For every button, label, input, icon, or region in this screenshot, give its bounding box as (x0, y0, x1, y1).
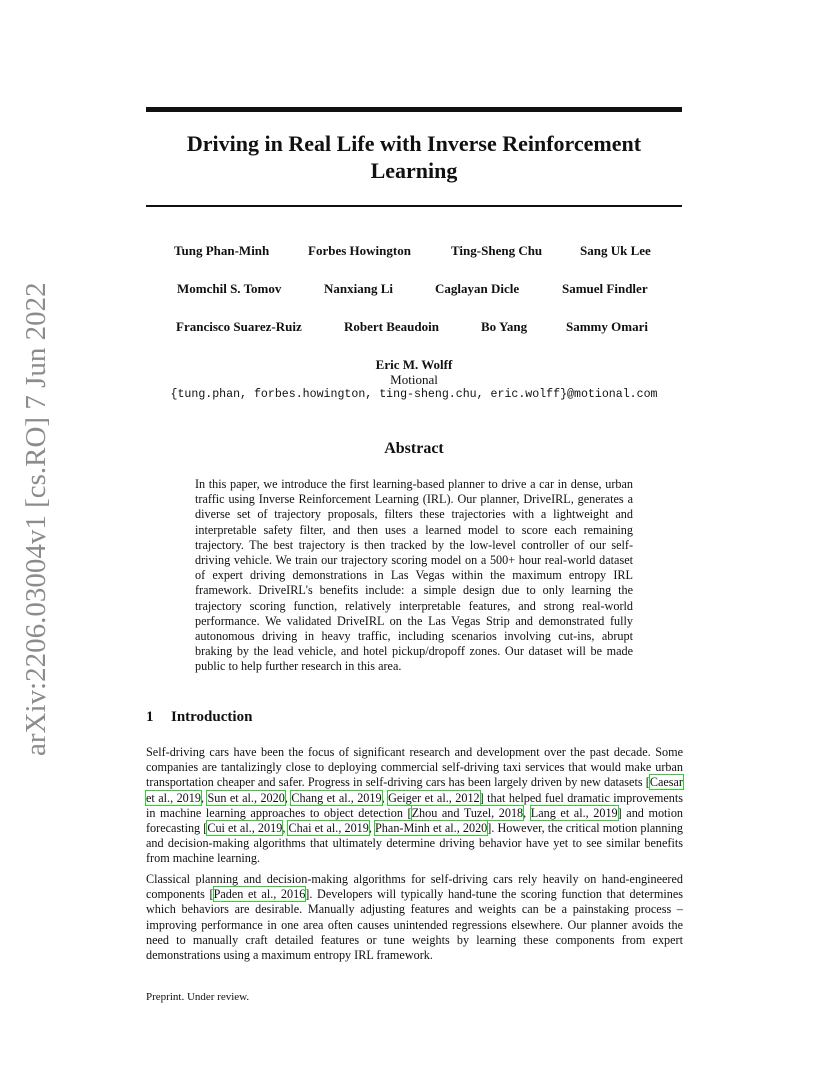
paragraph-text: ]. Developers will typically hand-tune the scoring function that determines which behaviors are desirable. Manually adjusting features and weights can be a painstaking process – improving performance in one area often causes unintended regressions elsewhere. Our planner avoids the need to manually craft detailed features or tune weights by learning these components from expert demonstrations using a maximum entropy IRL framework. (146, 887, 683, 963)
intro-paragraph-1: Self-driving cars have been the focus of significant research and development over the past decade. Some companies are tantalizingly close to deploying commercial self-driving taxi services that would make urban transportation cheaper and safer. Progress in self-driving cars has been largely driven by new datasets [Caesar et al., 2019, Sun et al., 2020, Chang et al., 2019, Geiger et al., 2012] that helped fuel dramatic improvements in machine learning approaches to object detection [Zhou and Tuzel, 2018, Lang et al., 2019] and motion forecasting [Cui et al., 2019, Chai et al., 2019, Phan-Minh et al., 2020]. However, the critical motion planning and decision-making algorithms that ultimately determine driving behavior have yet to see similar benefits from machine learning. (146, 745, 684, 866)
author-name: Robert Beaudoin (344, 319, 439, 334)
abstract-heading: Abstract (384, 440, 444, 457)
citation-link[interactable]: Lang et al., 2019 (530, 805, 618, 820)
section-title: Introduction (171, 709, 253, 725)
paragraph-text: Classical planning and decision-making algorithms for self-driving cars rely heavily on hand-engineered components [ (146, 872, 683, 902)
author-name: Ting-Sheng Chu (451, 243, 543, 258)
author-name: Forbes Howington (308, 243, 411, 258)
citation-link[interactable]: Zhou and Tuzel, 2018 (411, 805, 524, 820)
citation-link[interactable]: Geiger et al., 2012 (388, 790, 480, 805)
paper-title: Driving in Real Life with Inverse Reinforcement Learning (186, 131, 642, 183)
author-name: Francisco Suarez-Ruiz (176, 319, 302, 334)
arxiv-identifier: arXiv:2206.03004v1 [cs.RO] 7 Jun 2022 (20, 282, 52, 756)
affiliation: Motional (390, 372, 438, 387)
author-name: Bo Yang (481, 319, 528, 334)
citation-link[interactable]: Chang et al., 2019 (291, 790, 382, 805)
author-name: Tung Phan-Minh (174, 243, 270, 258)
author-name: Eric M. Wolff (375, 357, 453, 372)
citation-link[interactable]: Sun et al., 2020 (207, 790, 285, 805)
section-number: 1 (146, 709, 154, 725)
paragraph-text: ] that helped fuel dramatic improvements in machine learning approaches to object detection [ (146, 790, 684, 820)
author-name: Caglayan Dicle (435, 281, 520, 296)
title-rule-top (146, 107, 682, 112)
author-name: Momchil S. Tomov (177, 281, 282, 296)
preprint-note: Preprint. Under review. (146, 991, 250, 1003)
author-name: Sammy Omari (566, 319, 648, 334)
intro-paragraph-2 (146, 872, 683, 963)
title-rule-bottom (146, 205, 682, 207)
citation-link[interactable]: Caesar et al., 2019 (146, 775, 683, 805)
citation-link[interactable]: Cui et al., 2019 (207, 821, 283, 836)
author-name: Nanxiang Li (324, 281, 393, 296)
author-emails: {tung.phan, forbes.howington, ting-sheng.chu, eric.wolff}@motional.com (170, 388, 658, 401)
citation-link[interactable]: Paden et al., 2016 (213, 887, 306, 902)
paragraph-text: Self-driving cars have been the focus of significant research and development over the past decade. Some companies are tantalizingly close to deploying commercial self-driving taxi services that would make urban transportation cheaper and safer. Progress in self-driving cars has been largely driven by new datasets [ (146, 745, 683, 790)
citation-link[interactable]: Phan-Minh et al., 2020 (375, 821, 488, 836)
section-heading (146, 709, 252, 726)
author-name: Samuel Findler (562, 281, 648, 296)
abstract-text: In this paper, we introduce the first learning-based planner to drive a car in dense, urban traffic using Inverse Reinforcement Learning (IRL). Our planner, DriveIRL, generates a diverse set of trajectory proposals, filters these trajectories with a lightweight and interpretable safety filter, and then uses a learned model to score each remaining trajectory. The best trajectory is then tracked by the low-level controller of our self-driving vehicle. We train our trajectory scoring model on a 500+ hour real-world dataset of expert driving demonstrations in Las Vegas within the maximum entropy IRL framework. DriveIRL's benefits include: a simple design due to only learning the trajectory scoring function, relatively interpretable features, and strong real-world performance. We validated DriveIRL on the Las Vegas Strip and demonstrated fully autonomous driving in heavy traffic, including scenarios involving cut-ins, abrupt braking by the lead vehicle, and hotel pickup/dropoff zones. Our dataset will be made public to help further research in this area. (195, 477, 633, 674)
author-name: Sang Uk Lee (580, 243, 651, 258)
citation-link[interactable]: Chai et al., 2019 (288, 821, 369, 836)
paragraph-text: ]. However, the critical motion planning and decision-making algorithms that ultimately determine driving behavior have yet to see similar benefits from machine learning. (146, 821, 684, 866)
paragraph-text: ] and motion forecasting [ (146, 805, 684, 836)
